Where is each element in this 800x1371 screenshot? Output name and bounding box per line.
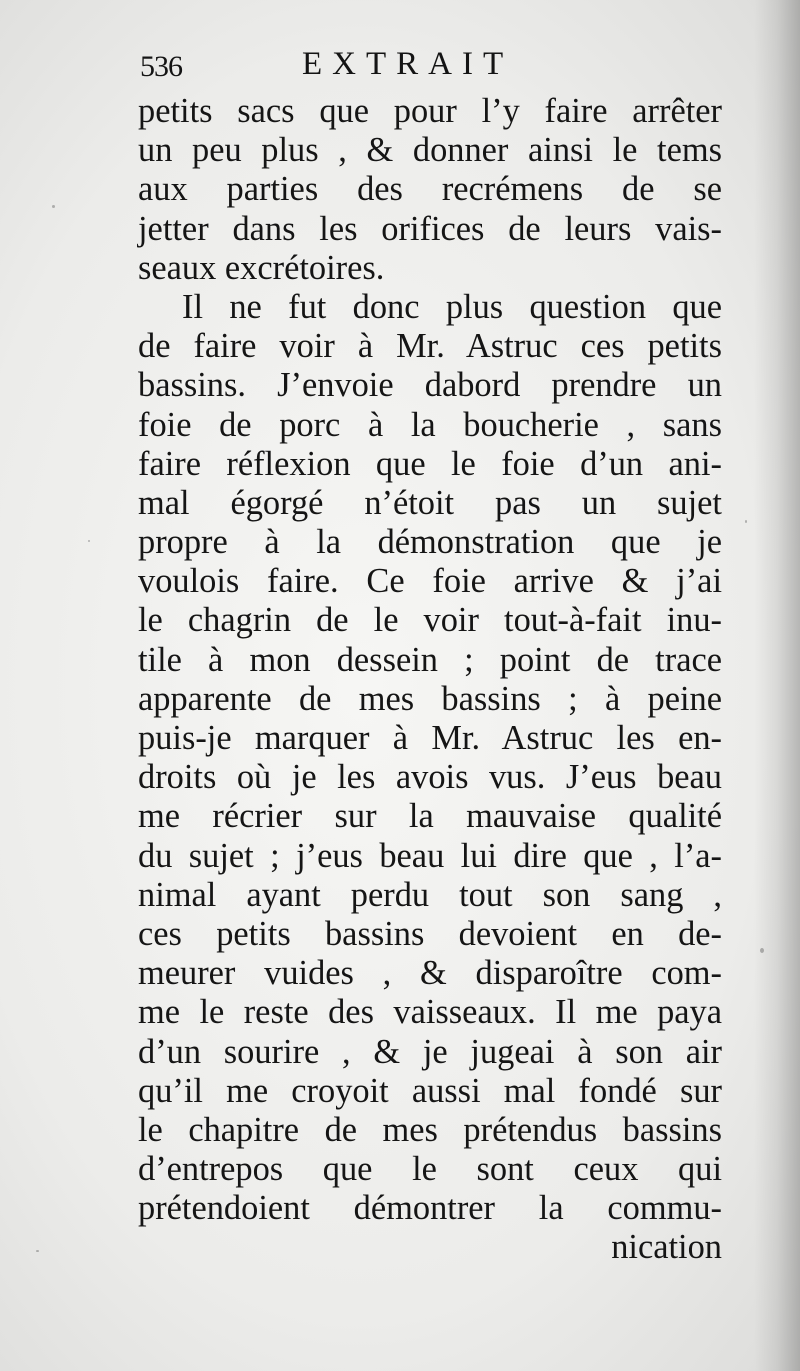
page-edge-shadow: [754, 0, 800, 1371]
text-line: jetter dans les orifices de leurs vais-: [138, 209, 722, 248]
text-line: ces petits bassins devoient en de-: [138, 914, 722, 953]
text-line: apparente de mes bassins ; à peine: [138, 679, 722, 718]
text-line: faire réflexion que le foie d’un ani-: [138, 444, 722, 483]
page-header: [140, 46, 720, 94]
text-line: aux parties des recrémens de se: [138, 170, 722, 209]
text-line: de faire voir à Mr. Astruc ces petits: [138, 327, 722, 366]
text-line: petits sacs que pour l’y faire arrêter: [138, 92, 722, 130]
text-line: tile à mon dessein ; point de trace: [138, 640, 722, 679]
text-line: voulois faire. Ce foie arrive & j’ai: [138, 562, 722, 601]
text-line: meurer vuides , & disparoître com-: [138, 954, 722, 993]
text-line: du sujet ; j’eus beau lui dire que , l’a-: [138, 836, 722, 875]
catchword: nication: [611, 1228, 722, 1267]
text-line: me récrier sur la mauvaise qualité: [138, 797, 722, 836]
text-line: puis-je marquer à Mr. Astruc les en-: [138, 719, 722, 757]
paper-speck: [36, 1250, 39, 1252]
page-number: 536: [140, 50, 182, 83]
text-line: prétendoient démontrer la commu-: [138, 1189, 722, 1228]
text-line: un peu plus , & donner ainsi le tems: [138, 131, 722, 170]
text-line: foie de porc à la boucherie , sans: [138, 405, 722, 444]
text-line: seaux excrétoires.: [138, 248, 385, 287]
text-line: d’un sourire , & je jugeai à son air: [138, 1032, 722, 1071]
text-line: me le reste des vaisseaux. Il me paya: [138, 993, 722, 1032]
text-line: nimal ayant perdu tout son sang ,: [138, 875, 722, 914]
text-line: droits où je les avois vus. J’eus beau: [138, 758, 722, 797]
text-line: propre à la démonstration que je: [138, 523, 722, 562]
paper-speck: [760, 948, 764, 953]
paper-speck: [88, 540, 90, 542]
body-text: [138, 92, 722, 1268]
text-line: Il ne fut donc plus question que: [182, 287, 722, 326]
text-line: mal égorgé n’étoit pas un sujet: [138, 483, 722, 522]
text-line: bassins. J’envoie dabord prendre un: [138, 366, 722, 405]
text-line: qu’il me croyoit aussi mal fondé sur: [138, 1071, 722, 1110]
text-line: le chagrin de le voir tout-à-fait inu-: [138, 601, 722, 640]
paper-speck: [745, 520, 747, 523]
text-line: le chapitre de mes prétendus bassins: [138, 1110, 722, 1149]
text-line: d’entrepos que le sont ceux qui: [138, 1150, 722, 1189]
running-head: EXTRAIT: [302, 46, 514, 82]
paper-speck: [52, 205, 55, 208]
